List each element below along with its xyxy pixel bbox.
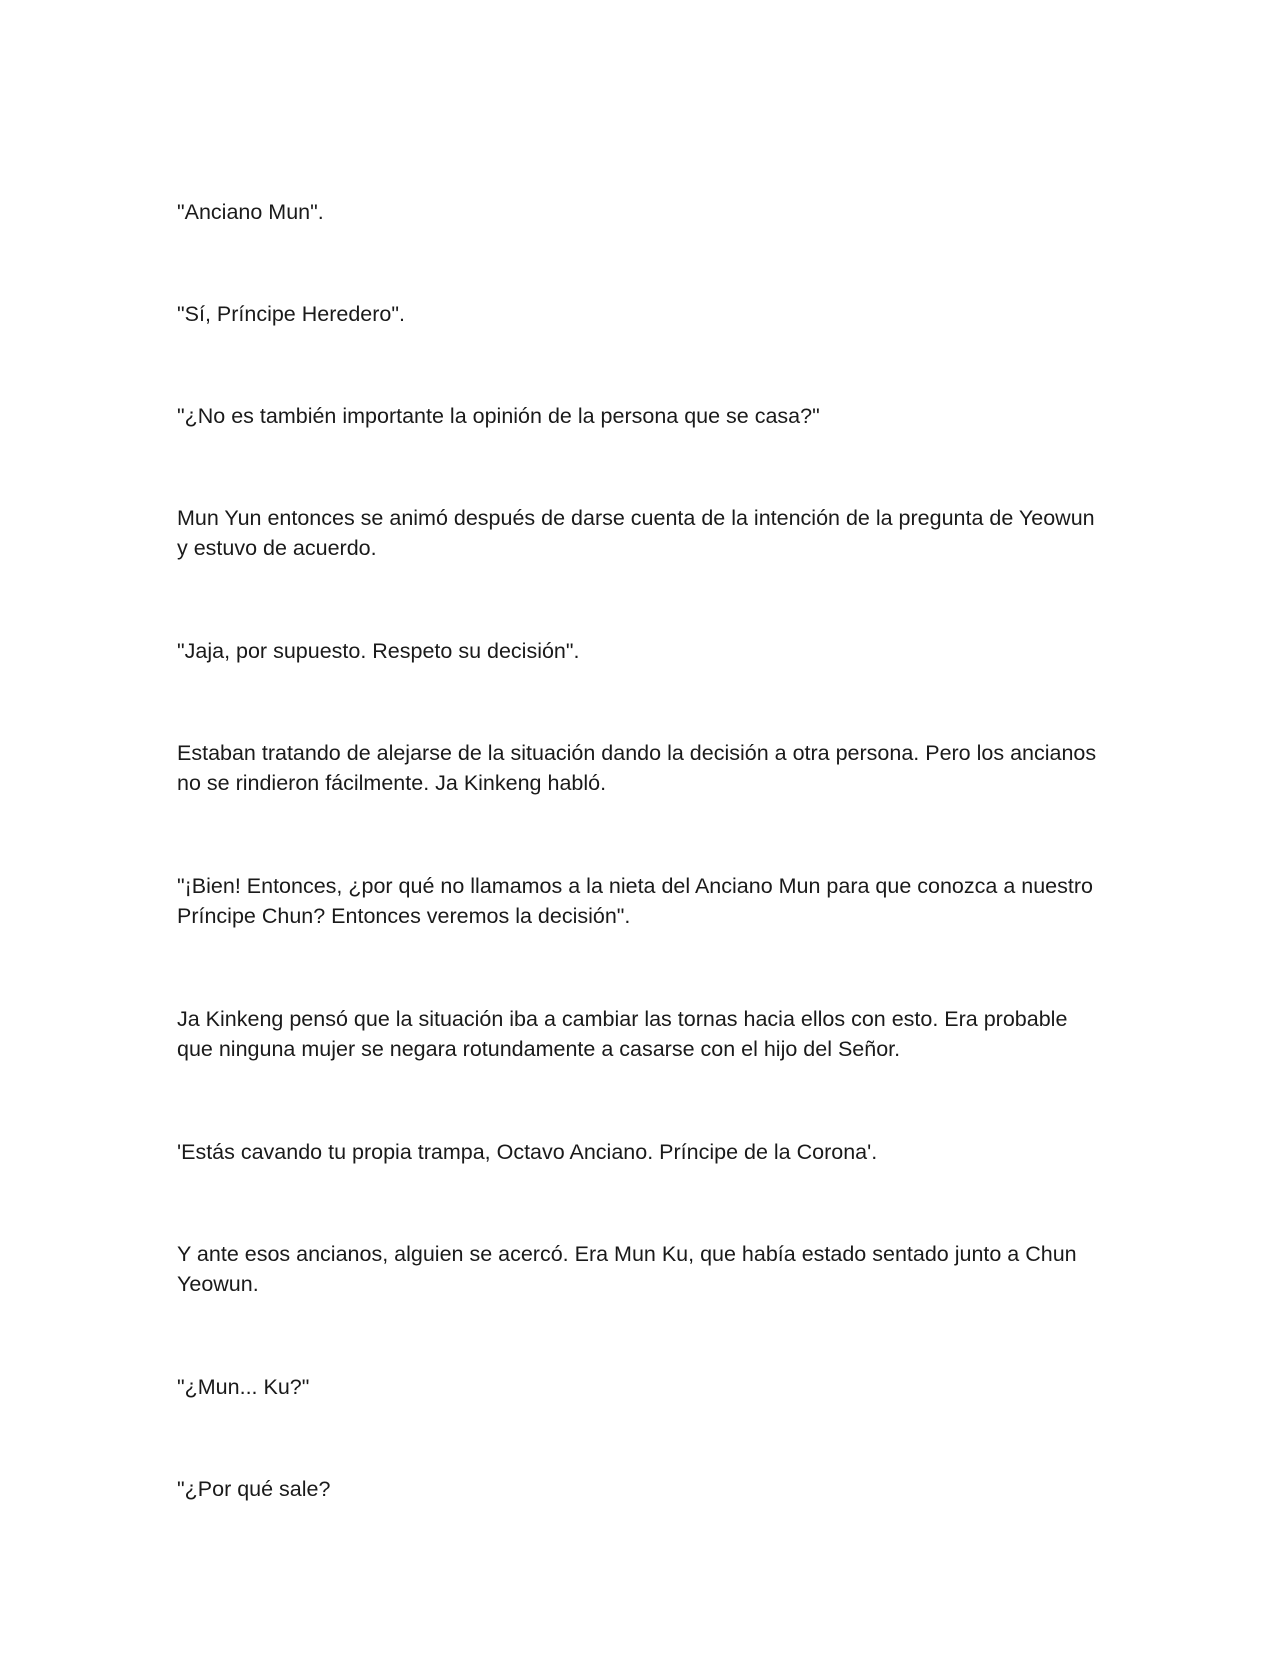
paragraph-12: "¿Por qué sale? xyxy=(177,1477,331,1501)
paragraph-1: "Anciano Mun". xyxy=(177,200,324,224)
paragraph-6: Estaban tratando de alejarse de la situación dando la decisión a otra persona. Pero los ancianos no se rindieron fácilmente. Ja Kinkeng habló. xyxy=(177,741,1097,795)
paragraph-4: Mun Yun entonces se animó después de darse cuenta de la intención de la pregunta de Yeowun y estuvo de acuerdo. xyxy=(177,506,1095,560)
paragraph-7: "¡Bien! Entonces, ¿por qué no llamamos a la nieta del Anciano Mun para que conozca a nuestro Príncipe Chun? Entonces veremos la decisión". xyxy=(177,874,1093,928)
paragraph-10: Y ante esos ancianos, alguien se acercó. Era Mun Ku, que había estado sentado junto a Chun Yeowun. xyxy=(177,1242,1077,1296)
paragraph-11: "¿Mun... Ku?" xyxy=(177,1375,310,1399)
paragraph-9: 'Estás cavando tu propia trampa, Octavo Anciano. Príncipe de la Corona'. xyxy=(177,1140,878,1164)
paragraph-3: "¿No es también importante la opinión de la persona que se casa?" xyxy=(177,404,820,428)
paragraph-8: Ja Kinkeng pensó que la situación iba a cambiar las tornas hacia ellos con esto. Era probable que ninguna mujer se negara rotundamente a casarse con el hijo del Señor. xyxy=(177,1007,1068,1061)
paragraph-5: "Jaja, por supuesto. Respeto su decisión". xyxy=(177,639,580,663)
paragraph-2: "Sí, Príncipe Heredero". xyxy=(177,302,405,326)
